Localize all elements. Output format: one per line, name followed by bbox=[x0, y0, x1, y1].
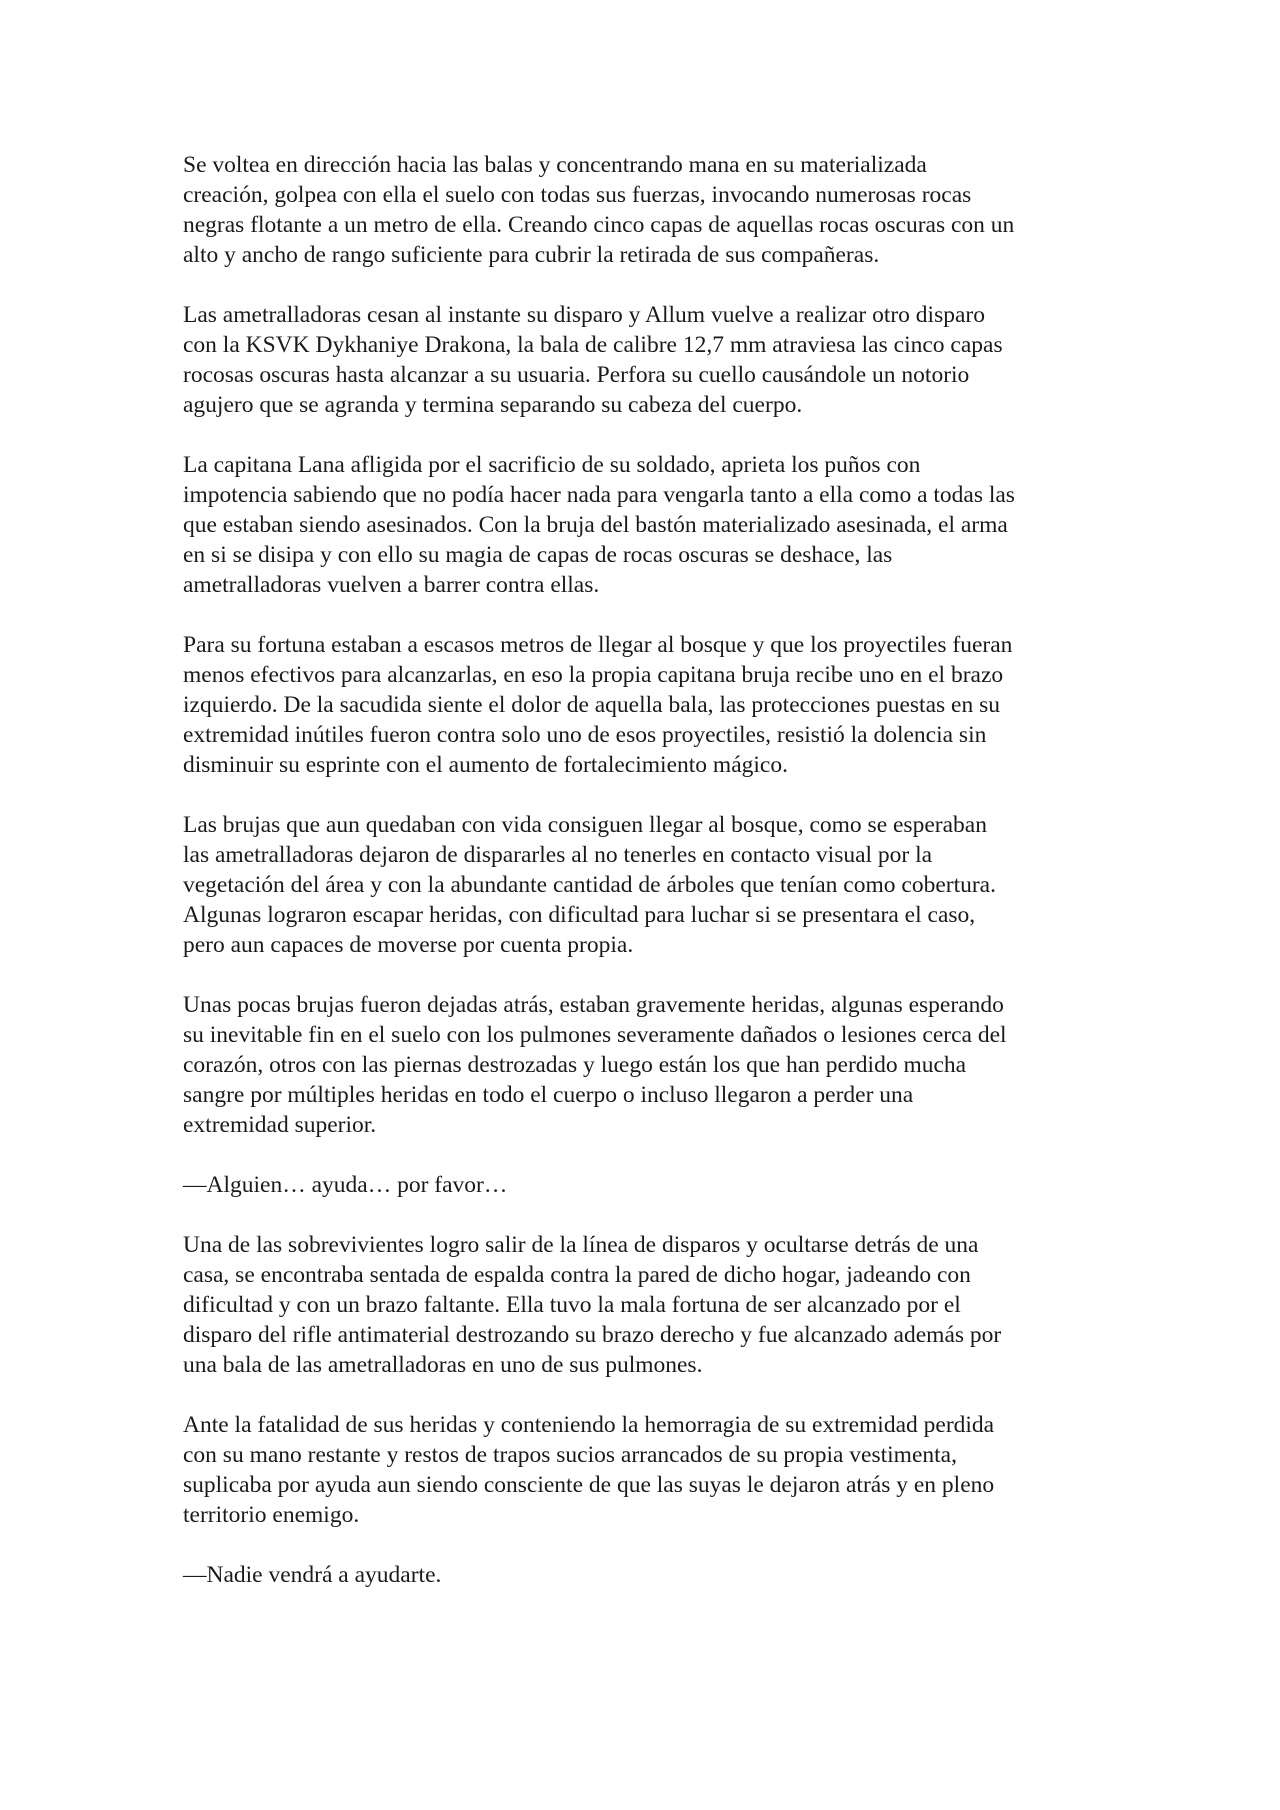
paragraph-9 bbox=[183, 1410, 1113, 1530]
text-line: Algunas lograron escapar heridas, con dificultad para luchar si se presentara el caso, bbox=[183, 902, 976, 928]
text-line: en si se disipa y con ello su magia de capas de rocas oscuras se deshace, las bbox=[183, 542, 893, 568]
text-line: extremidad inútiles fueron contra solo uno de esos proyectiles, resistió la dolencia sin bbox=[183, 722, 987, 748]
paragraph-8 bbox=[183, 1230, 1113, 1380]
paragraph-6 bbox=[183, 990, 1113, 1140]
text-line: disminuir su esprinte con el aumento de fortalecimiento mágico. bbox=[183, 752, 788, 778]
text-line: Ante la fatalidad de sus heridas y conteniendo la hemorragia de su extremidad perdida bbox=[183, 1412, 995, 1438]
document-body bbox=[183, 150, 1113, 1620]
text-line: extremidad superior. bbox=[183, 1112, 377, 1138]
text-line: —Nadie vendrá a ayudarte. bbox=[183, 1562, 442, 1588]
text-line: dificultad y con un brazo faltante. Ella tuvo la mala fortuna de ser alcanzado por el bbox=[183, 1292, 961, 1318]
text-line: impotencia sabiendo que no podía hacer nada para vengarla tanto a ella como a todas las bbox=[183, 482, 1015, 508]
text-line: La capitana Lana afligida por el sacrificio de su soldado, aprieta los puños con bbox=[183, 452, 921, 478]
text-line: Unas pocas brujas fueron dejadas atrás, estaban gravemente heridas, algunas esperando bbox=[183, 992, 1004, 1018]
paragraph-4 bbox=[183, 630, 1113, 780]
text-line: agujero que se agranda y termina separando su cabeza del cuerpo. bbox=[183, 392, 803, 418]
paragraph-1 bbox=[183, 150, 1113, 270]
text-line: su inevitable fin en el suelo con los pulmones severamente dañados o lesiones cerca del bbox=[183, 1022, 1007, 1048]
text-line: una bala de las ametralladoras en uno de sus pulmones. bbox=[183, 1352, 703, 1378]
dialogue-line-1 bbox=[183, 1170, 1113, 1200]
text-line: disparo del rifle antimaterial destrozando su brazo derecho y fue alcanzado además por bbox=[183, 1322, 1002, 1348]
dialogue-line-2 bbox=[183, 1560, 1113, 1590]
text-line: ametralladoras vuelven a barrer contra ellas. bbox=[183, 572, 600, 598]
text-line: Las brujas que aun quedaban con vida consiguen llegar al bosque, como se esperaban bbox=[183, 812, 987, 838]
text-line: que estaban siendo asesinados. Con la bruja del bastón materializado asesinada, el arma bbox=[183, 512, 1008, 538]
text-line: creación, golpea con ella el suelo con todas sus fuerzas, invocando numerosas rocas bbox=[183, 182, 972, 208]
text-line: menos efectivos para alcanzarlas, en eso la propia capitana bruja recibe uno en el brazo bbox=[183, 662, 1004, 688]
paragraph-5 bbox=[183, 810, 1113, 960]
paragraph-3 bbox=[183, 450, 1113, 600]
text-line: Para su fortuna estaban a escasos metros de llegar al bosque y que los proyectiles fueran bbox=[183, 632, 1013, 658]
text-line: casa, se encontraba sentada de espalda contra la pared de dicho hogar, jadeando con bbox=[183, 1262, 971, 1288]
text-line: las ametralladoras dejaron de dispararles al no tenerles en contacto visual por la bbox=[183, 842, 933, 868]
text-line: con la KSVK Dykhaniye Drakona, la bala de calibre 12,7 mm atraviesa las cinco capas bbox=[183, 332, 1003, 358]
text-line: Una de las sobrevivientes logro salir de la línea de disparos y ocultarse detrás de una bbox=[183, 1232, 979, 1258]
text-line: Se voltea en dirección hacia las balas y concentrando mana en su materializada bbox=[183, 152, 927, 178]
text-line: corazón, otros con las piernas destrozadas y luego están los que han perdido mucha bbox=[183, 1052, 967, 1078]
text-line: —Alguien… ayuda… por favor… bbox=[183, 1172, 508, 1198]
text-line: vegetación del área y con la abundante cantidad de árboles que tenían como cobertura. bbox=[183, 872, 996, 898]
text-line: alto y ancho de rango suficiente para cubrir la retirada de sus compañeras. bbox=[183, 242, 880, 268]
text-line: pero aun capaces de moverse por cuenta propia. bbox=[183, 932, 634, 958]
paragraph-2 bbox=[183, 300, 1113, 420]
text-line: Las ametralladoras cesan al instante su disparo y Allum vuelve a realizar otro disparo bbox=[183, 302, 985, 328]
text-line: suplicaba por ayuda aun siendo consciente de que las suyas le dejaron atrás y en pleno bbox=[183, 1472, 995, 1498]
text-line: rocosas oscuras hasta alcanzar a su usuaria. Perfora su cuello causándole un notorio bbox=[183, 362, 970, 388]
text-line: con su mano restante y restos de trapos sucios arrancados de su propia vestimenta, bbox=[183, 1442, 957, 1468]
text-line: izquierdo. De la sacudida siente el dolor de aquella bala, las protecciones puestas en su bbox=[183, 692, 1000, 718]
text-line: negras flotante a un metro de ella. Creando cinco capas de aquellas rocas oscuras con un bbox=[183, 212, 1015, 238]
text-line: sangre por múltiples heridas en todo el cuerpo o incluso llegaron a perder una bbox=[183, 1082, 914, 1108]
text-line: territorio enemigo. bbox=[183, 1502, 360, 1528]
